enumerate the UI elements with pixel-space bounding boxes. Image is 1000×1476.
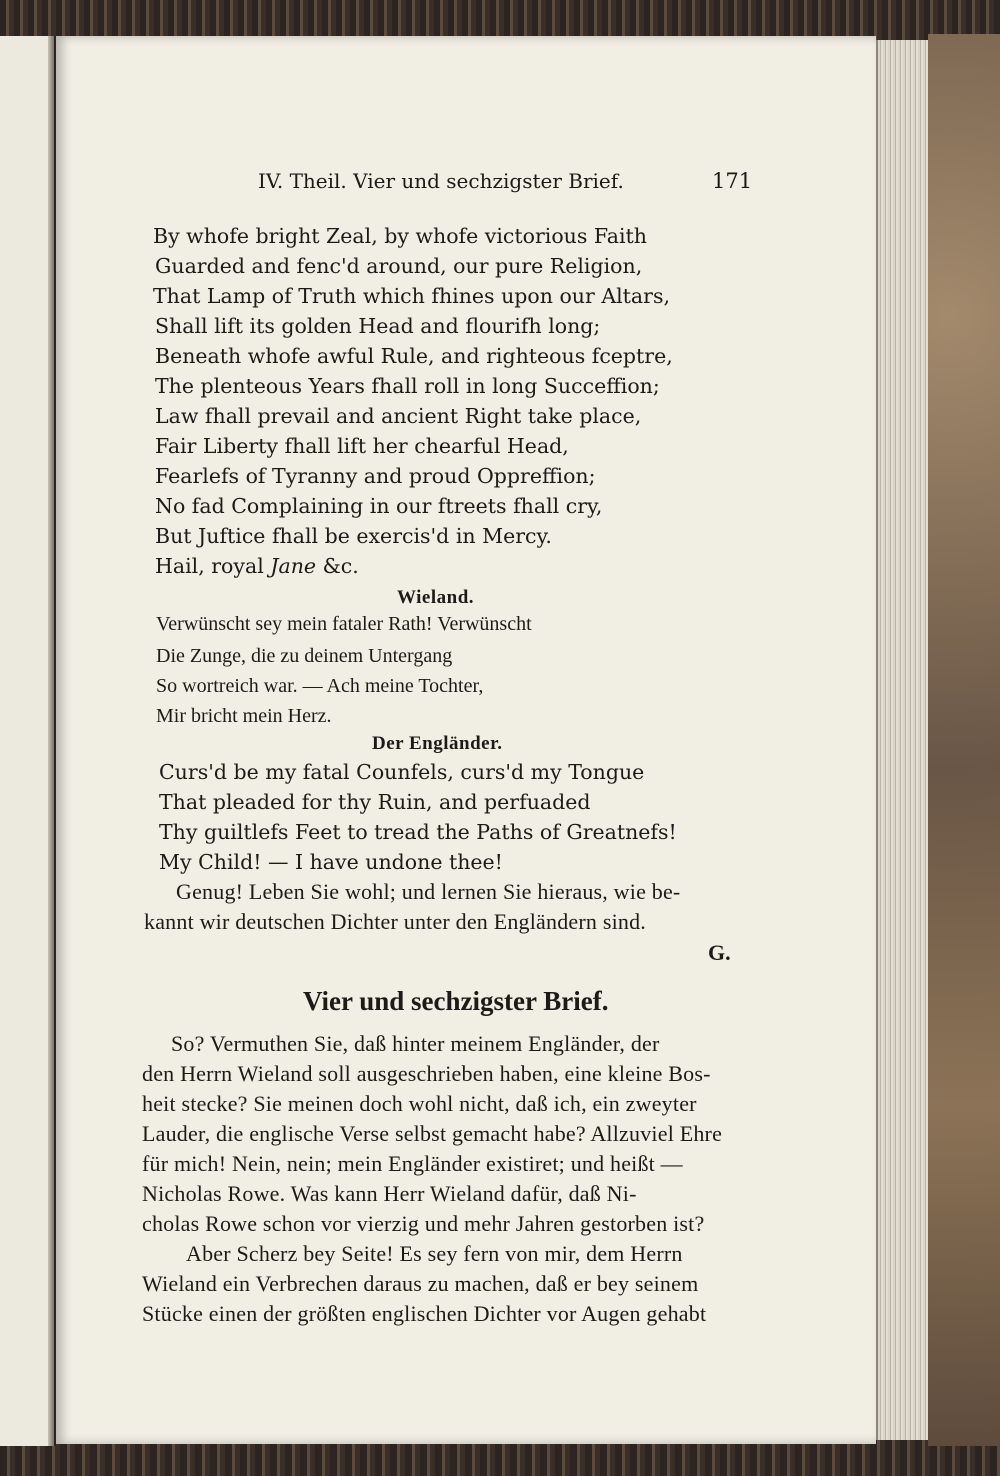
verse-line: My Child! — I have undone thee! [159,850,503,874]
letter-title: Vier und sechzigster Brief. [303,986,609,1016]
german-verse-line: Die Zunge, die zu deinem Untergang [156,645,453,667]
hail-prefix: Hail, royal [155,554,271,578]
book-page-edges [876,40,930,1440]
closing-line: kannt wir deutschen Dichter unter den Engländern sind. [144,909,646,934]
letter-body-line: cholas Rowe schon vor vierzig und mehr Jahren gestorben ist? [142,1211,705,1236]
verse-line: Beneath whofe awful Rule, and righteous fceptre, [155,344,673,368]
table-edge-bottom [0,1440,1000,1476]
marbled-book-cover [928,34,1000,1446]
verse-line: Fearlefs of Tyranny and proud Oppreffion; [155,464,596,488]
page-number: 171 [712,169,753,193]
closing-line: Genug! Leben Sie wohl; und lernen Sie hieraus, wie be- [176,879,681,904]
letter-body-line: Lauder, die englische Verse selbst gemacht habe? Allzuviel Ehre [142,1121,723,1146]
verse-line: Shall lift its golden Head and flourifh long; [155,314,601,338]
letter-body-line: Wieland ein Verbrechen daraus zu machen, daß er bey seinem [142,1271,699,1296]
verse-line: No fad Complaining in our ftreets fhall cry, [155,494,603,518]
verse-line: Guarded and fenc'd around, our pure Religion, [155,254,643,278]
letter-body-line: So? Vermuthen Sie, daß hinter meinem Engländer, der [171,1031,660,1056]
letter-body-line: Stücke einen der größten englischen Dichter vor Augen gehabt [142,1301,707,1326]
letter-signature: G. [708,940,731,965]
german-verse-line: So wortreich war. — Ach meine Tochter, [156,675,484,697]
letter-body-line: für mich! Nein, nein; mein Engländer existiret; und heißt — [142,1151,683,1176]
facing-page-edge [0,36,56,1446]
german-verse-line: Verwünscht sey mein fataler Rath! Verwünscht [156,613,532,635]
letter-body-line: heit stecke? Sie meinen doch wohl nicht, daß ich, ein zweyter [142,1091,697,1116]
hail-suffix: &c. [316,554,359,578]
letter-body-line: Aber Scherz bey Seite! Es sey fern von mir, dem Herrn [186,1241,683,1266]
letter-body-line: Nicholas Rowe. Was kann Herr Wieland dafür, daß Ni- [142,1181,637,1206]
book-gutter [48,36,54,1446]
german-verse-line: Mir bricht mein Herz. [156,705,332,727]
running-header [56,169,876,203]
hail-jane: Jane [270,554,317,578]
table-edge-top [0,0,1000,40]
verse-line: That Lamp of Truth which fhines upon our Altars, [153,284,670,308]
verse-line: By whofe bright Zeal, by whofe victorious Faith [153,224,647,248]
verse-line: Curs'd be my fatal Counfels, curs'd my Tongue [159,760,645,784]
speaker-heading: Der Engländer. [372,733,503,754]
verse-line: But Juftice fhall be exercis'd in Mercy. [155,524,552,548]
letter-body-line: den Herrn Wieland soll ausgeschrieben haben, eine kleine Bos- [142,1061,711,1086]
verse-line: Law fhall prevail and ancient Right take place, [155,404,642,428]
speaker-heading: Wieland. [397,587,475,608]
verse-line: That pleaded for thy Ruin, and perfuaded [159,790,591,814]
verse-line-hail [155,554,359,578]
verse-line: Fair Liberty fhall lift her chearful Head, [155,434,569,458]
verse-line: The plenteous Years fhall roll in long Succeffion; [155,374,660,398]
verse-line: Thy guiltlefs Feet to tread the Paths of Greatnefs! [159,820,677,844]
book-page [56,36,876,1444]
running-title: IV. Theil. Vier und sechzigster Brief. [258,169,624,193]
